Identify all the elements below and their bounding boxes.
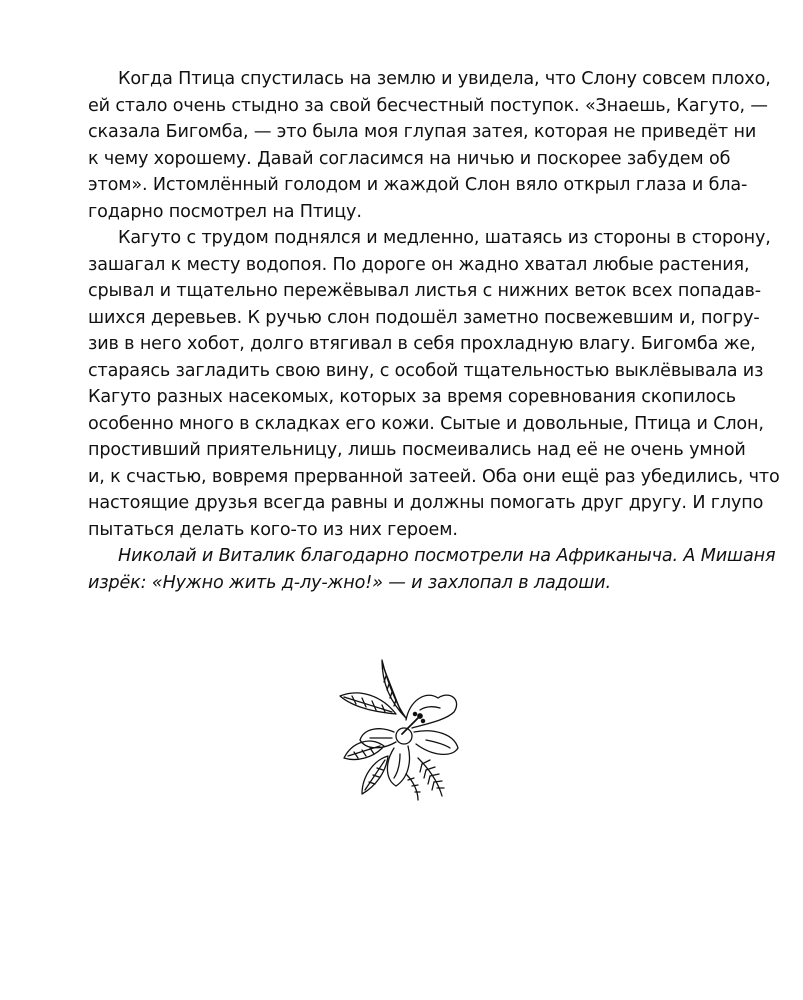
paragraph-1-line-1: Когда Птица спустилась на землю и увидела, что Слону совсем плохо,	[118, 69, 771, 89]
paragraph-2-line-12: пытаться делать кого-то из них героем.	[88, 519, 458, 540]
hibiscus-flower-icon	[322, 654, 482, 804]
paragraph-2-line-10: и, к счастью, вовремя прерванной затеей. Оба они ещё раз убедились, что	[88, 466, 780, 487]
paragraph-2-line-7: Кагуто разных насекомых, которых за время соревнования скопилось	[88, 387, 736, 407]
paragraph-2-line-4: шихся деревьев. К ручью слон подошёл заметно посвежевшим и, погру-	[88, 307, 760, 328]
paragraph-1-line-4: к чему хорошему. Давай согласимся на ничью и поскорее забудем об	[88, 148, 731, 169]
flower-center-icon	[396, 712, 425, 744]
fern-frond-icon	[406, 758, 444, 800]
paragraph-2-line-3: срывал и тщательно пережёвывал листья с нижних веток всех попадав-	[88, 281, 761, 301]
paragraph-1-line-3: сказала Бигомба, — это была моя глупая затея, которая не приведёт ни	[88, 122, 757, 142]
paragraph-1-line-6: годарно посмотрел на Птицу.	[88, 201, 362, 222]
right-petal-icon	[414, 731, 458, 755]
paragraph-2-line-11: настоящие друзья всегда равны и должны помогать друг другу. И глупо	[88, 493, 764, 513]
paragraph-1-line-2: ей стало очень стыдно за свой бесчестный поступок. «Знаешь, Кагуто, —	[88, 95, 768, 116]
bottom-petal-icon	[387, 746, 409, 786]
paragraph-2-line-5: зив в него хобот, долго втягивал в себя прохладную влагу. Бигомба же,	[88, 334, 756, 354]
paragraph-2-line-2: зашагал к месту водопоя. По дороге он жадно хватал любые растения,	[88, 254, 750, 275]
paragraph-2-line-9: простивший приятельницу, лишь посмеивались над её не очень умной	[88, 440, 746, 460]
paragraph-3-line-2: изрёк: «Нужно жить д-лу-жно!» — и захлопал в ладоши.	[88, 572, 611, 593]
paragraph-2-line-1: Кагуто с трудом поднялся и медленно, шатаясь из стороны в сторону,	[118, 228, 771, 248]
upper-left-leaf-icon	[340, 693, 396, 714]
story-text	[88, 66, 780, 596]
paragraph-2-line-8: особенно много в складках его кожи. Сытые и довольные, Птица и Слон,	[88, 413, 764, 434]
lower-left-leaves-icon	[344, 741, 388, 794]
paragraph-3-line-1: Николай и Виталик благодарно посмотрели на Африканыча. А Мишаня	[118, 546, 776, 566]
top-leaf-icon	[382, 660, 406, 718]
paragraph-2-line-6: стараясь загладить свою вину, с особой тщательностью выклёвывала из	[88, 360, 764, 381]
left-petal-icon	[360, 729, 396, 748]
paragraph-1-line-5: этом». Истомлённый голодом и жаждой Слон вяло открыл глаза и бла-	[88, 175, 748, 195]
